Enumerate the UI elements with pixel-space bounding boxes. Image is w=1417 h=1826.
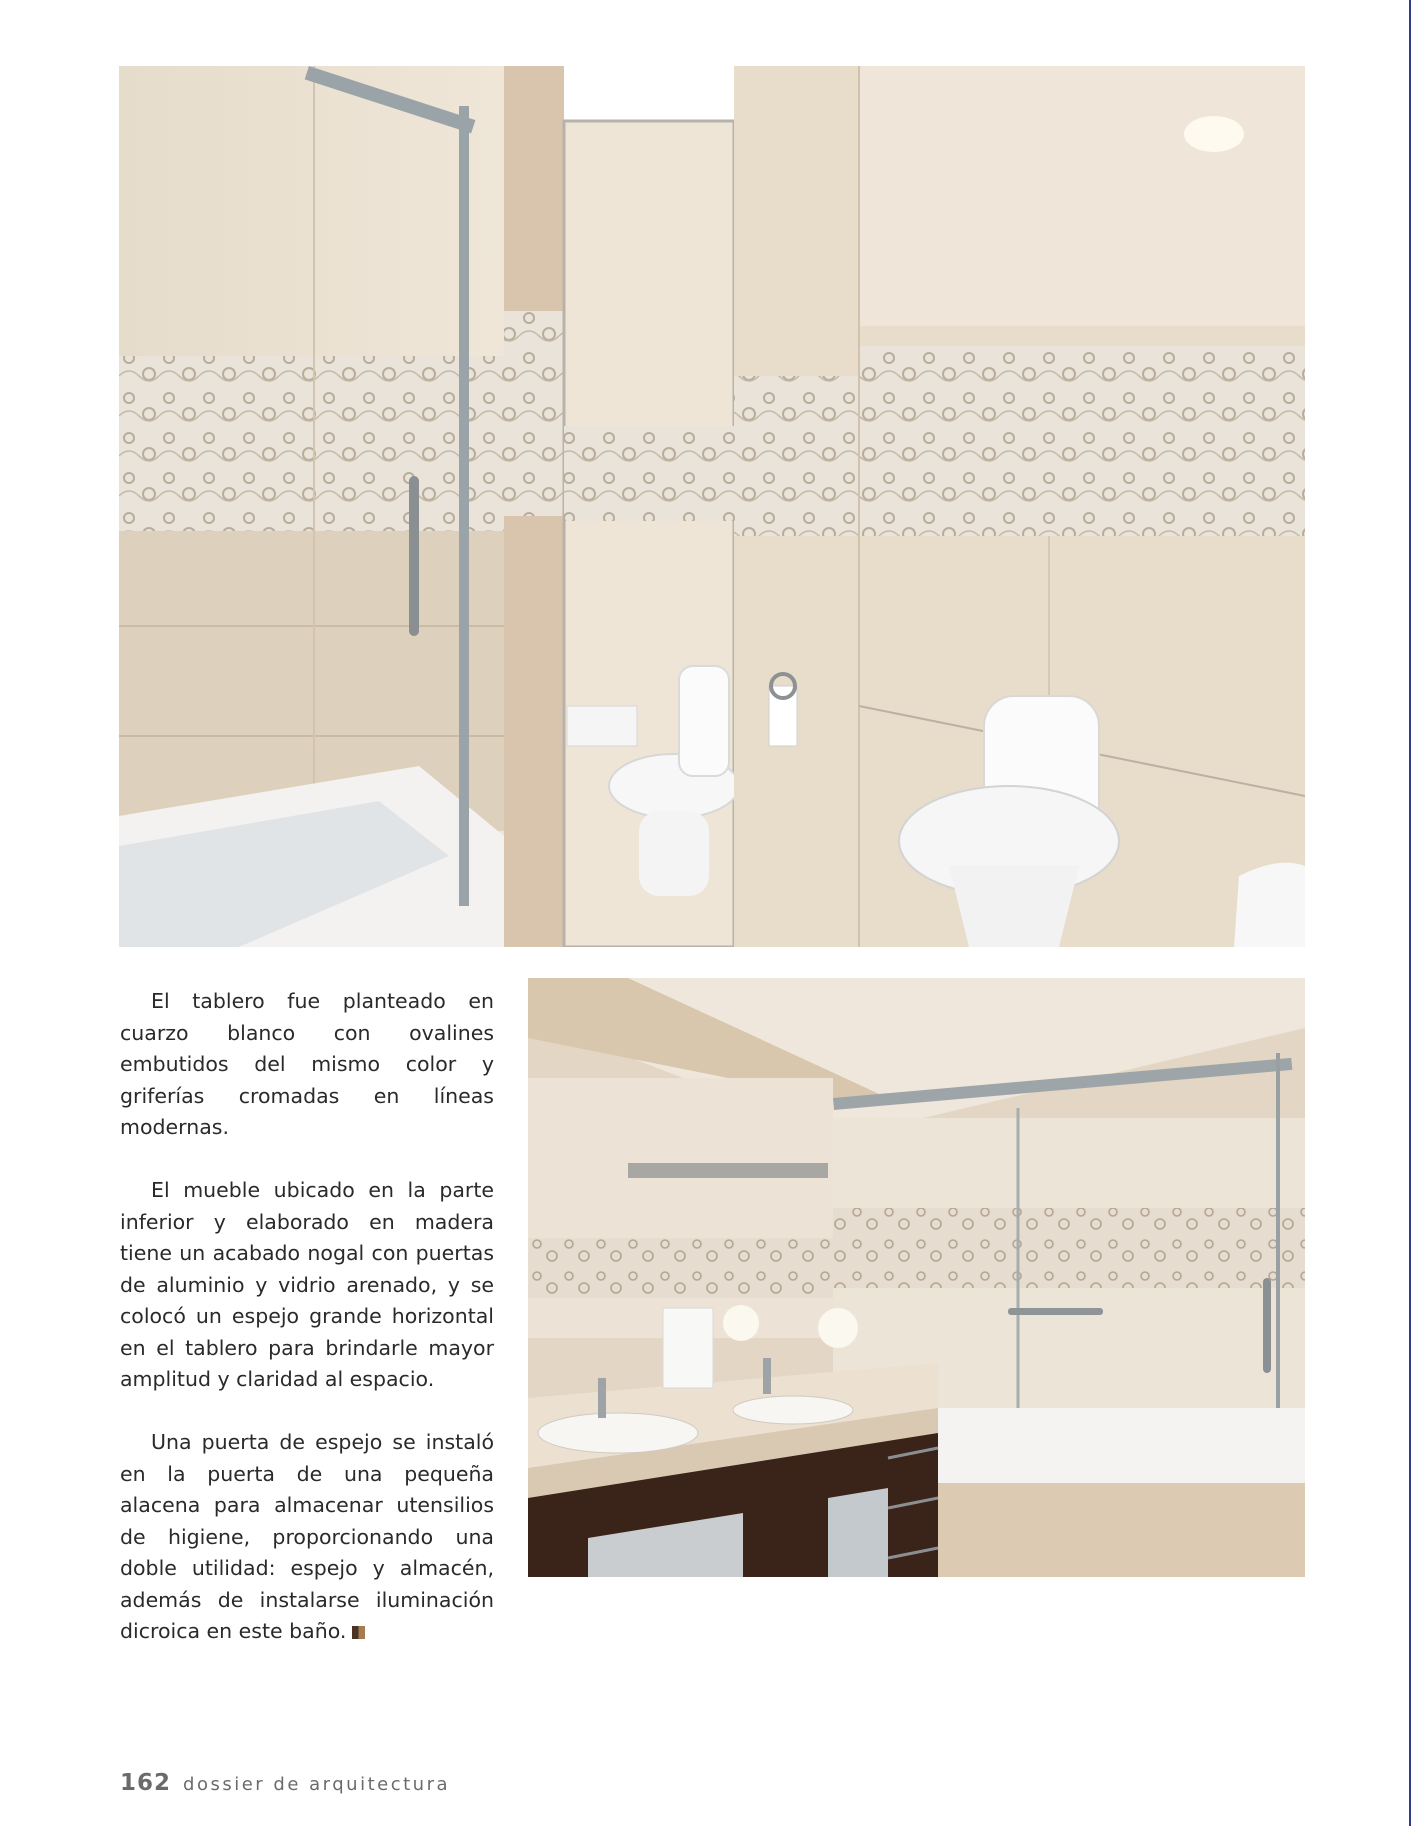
- page-footer: [120, 1770, 450, 1796]
- magazine-name: dossier de arquitectura: [183, 1774, 451, 1795]
- bathroom-photo-bottom: [528, 978, 1305, 1577]
- article-paragraph: El mueble ubicado en la parte inferior y elaborado en madera tiene un acabado nogal con puertas de aluminio y vidrio arenado, y se colocó un espejo grande horizontal en el tablero para brindarle mayor amplitud y claridad al espacio.: [120, 1178, 494, 1391]
- article-paragraph: Una puerta de espejo se instaló en la puerta de una pequeña alacena para almacenar utensilios de higiene, proporcionando una doble utilidad: espejo y almacén, además de instalarse iluminación dicroica en este baño.: [120, 1430, 494, 1643]
- page-number: 162: [120, 1770, 172, 1796]
- article-paragraph: El tablero fue planteado en cuarzo blanco con ovalines embutidos del mismo color y griferías cromadas en líneas modernas.: [120, 989, 494, 1139]
- end-of-article-mark: [352, 1626, 365, 1639]
- article-text: [120, 986, 494, 1679]
- page-edge-rule: [1409, 0, 1411, 1826]
- bathroom-photo-top: [119, 66, 1305, 947]
